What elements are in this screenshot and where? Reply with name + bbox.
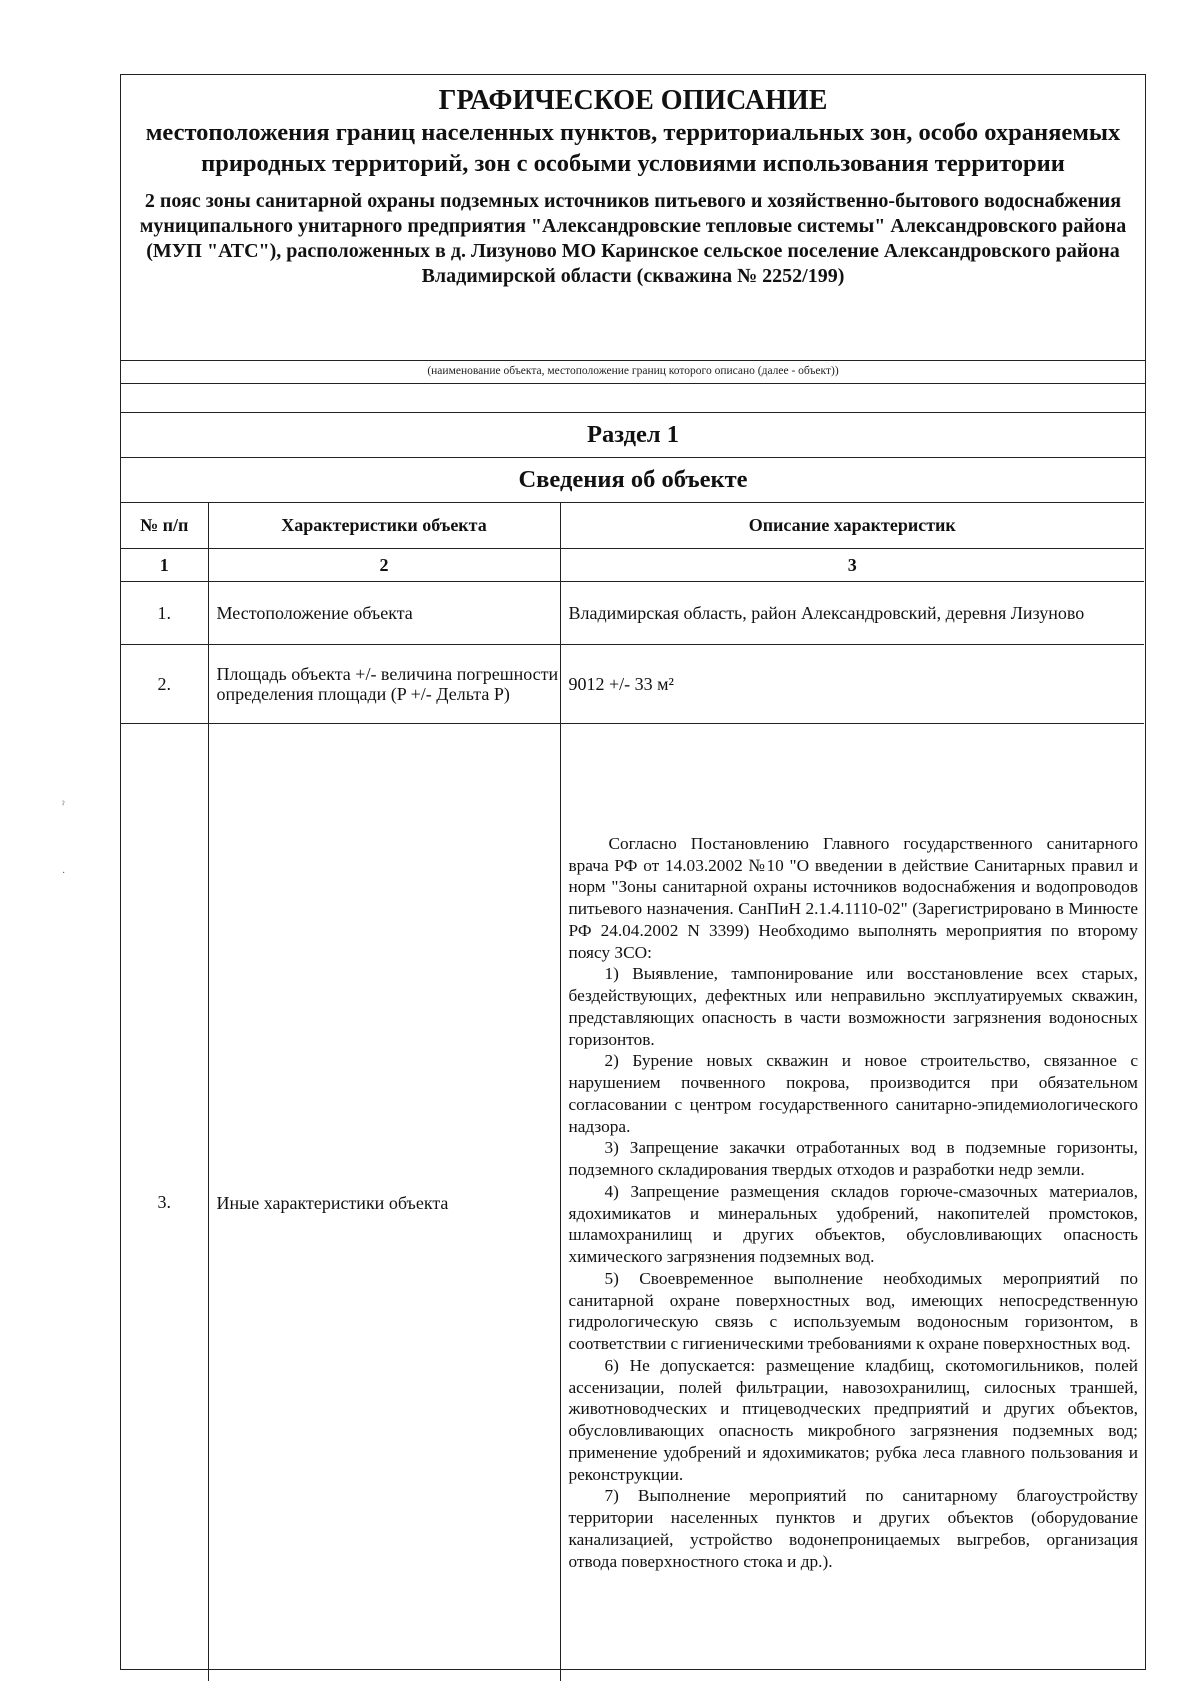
row-number: 2. [121, 645, 208, 724]
row-number: 1. [121, 582, 208, 645]
row-characteristic: Местоположение объекта [208, 582, 560, 645]
table-row [121, 582, 1144, 645]
row-description [560, 724, 1144, 1682]
column-header-characteristic: Характеристики объекта [208, 503, 560, 549]
row-characteristic: Иные характеристики объекта [208, 724, 560, 1682]
object-info-table [121, 502, 1144, 1681]
description-paragraph: Согласно Постановлению Главного государственного санитарного врача РФ от 14.03.2002 №10 "О введении в действие Санитарных правил и норм "Зоны санитарной охраны источников водоснабжения и водопроводов питьевого назначения. СанПиН 2.1.4.1110-02" (Зарегистрировано в Минюсте РФ 24.04.2002 N 3399) Необходимо выполнять мероприятия по второму поясу ЗСО: [568, 833, 1138, 962]
column-number: 1 [121, 549, 208, 582]
description-paragraph: 5) Своевременное выполнение необходимых мероприятий по санитарной охране поверхностных вод, имеющих непосредственную гидрологическую связь с используемым водоносным горизонтом, в соответствии с гигиеническими требованиями к охране поверхностных вод. [568, 1268, 1138, 1353]
description-paragraph: 6) Не допускается: размещение кладбищ, скотомогильников, полей ассенизации, полей фильтрации, навозохранилищ, силосных траншей, животноводческих и птицеводческих предприятий и других объектов, обусловливающих опасность микробного загрязнения подземных вод; применение удобрений и ядохимикатов; рубка леса главного пользования и реконструкции. [568, 1355, 1138, 1484]
scan-speck: ˀ [62, 800, 65, 811]
column-header-description: Описание характеристик [560, 503, 1144, 549]
object-name-caption: (наименование объекта, местоположение границ которого описано (далее - объект)) [121, 360, 1145, 383]
document-title: ГРАФИЧЕСКОЕ ОПИСАНИЕ [438, 85, 828, 116]
description-paragraph: 3) Запрещение закачки отработанных вод в подземные горизонты, подземного складирования твердых отходов и разработки недр земли. [568, 1138, 1138, 1179]
document-frame [120, 74, 1146, 1670]
scan-speck: · [62, 868, 66, 879]
description-paragraph: 2) Бурение новых скважин и новое строительство, связанное с нарушением почвенного покрова, производится при обязательном согласовании с центром государственного санитарно-эпидемиологического надзора. [568, 1051, 1138, 1136]
column-number: 2 [208, 549, 560, 582]
object-name: 2 пояс зоны санитарной охраны подземных источников питьевого и хозяйственно-бытового водоснабжения муниципального унитарного предприятия "Александровские тепловые системы" Александровского района (МУП "АТС"), расположенных в д. Лизуново МО Каринское сельское поселение Александровского района Владимирской области (скважина № 2252/199) [139, 190, 1127, 287]
table-header-row [121, 503, 1144, 549]
empty-band [121, 383, 1145, 412]
column-header-number: № п/п [121, 503, 208, 549]
row-characteristic: Площадь объекта +/- величина погрешности определения площади (P +/- Дельта P) [208, 645, 560, 724]
document-subtitle: местоположения границ населенных пунктов, территориальных зон, особо охраняемых природных территорий, зон с особыми условиями использования территории [145, 119, 1121, 177]
table-row [121, 645, 1144, 724]
section-subtitle: Сведения об объекте [121, 457, 1145, 502]
description-paragraph: 4) Запрещение размещения складов горюче-смазочных материалов, ядохимикатов и минеральных удобрений, накопителей промстоков, шламохранилищ и других объектов, обусловливающих опасность химического загрязнения подземных вод. [568, 1181, 1138, 1266]
row-description: 9012 +/- 33 м² [560, 645, 1144, 724]
column-number: 3 [560, 549, 1144, 582]
row-number: 3. [121, 724, 208, 1682]
row-description: Владимирская область, район Александровский, деревня Лизуново [560, 582, 1144, 645]
table-row [121, 724, 1144, 1682]
description-paragraph: 7) Выполнение мероприятий по санитарному благоустройству территории населенных пунктов и других объектов (оборудование канализацией, устройство водонепроницаемых выгребов, организация отвода поверхностного стока и др.). [568, 1486, 1138, 1571]
section-title: Раздел 1 [121, 412, 1145, 457]
description-paragraph: 1) Выявление, тампонирование или восстановление всех старых, бездействующих, дефектных или неправильно эксплуатируемых скважин, представляющих опасность в части возможности загрязнения водоносных горизонтов. [568, 964, 1138, 1049]
document-header [121, 75, 1145, 360]
column-number-row [121, 549, 1144, 582]
